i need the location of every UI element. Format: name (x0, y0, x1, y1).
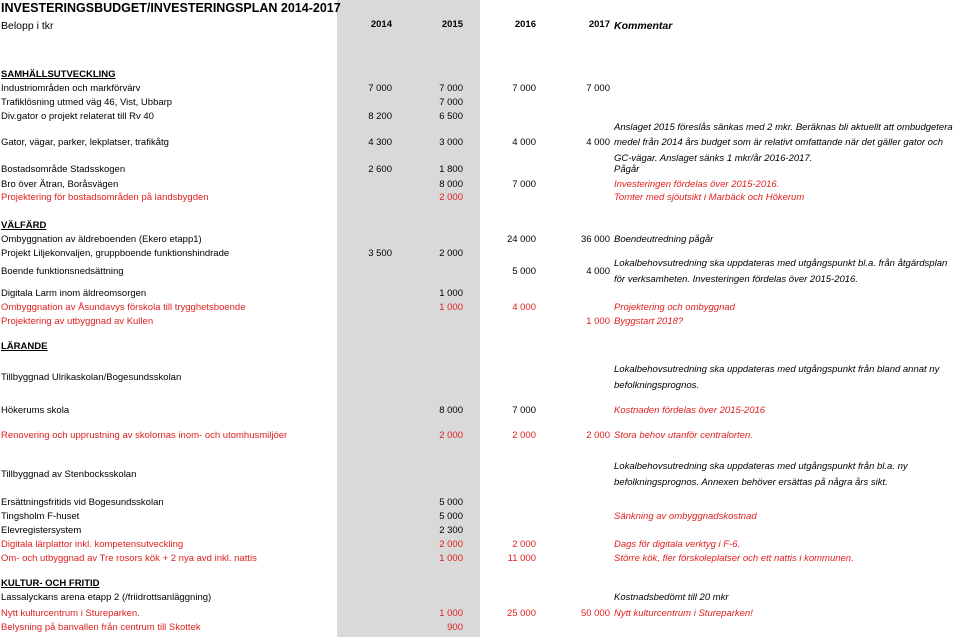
comment-line: Projektering och ombyggnad (614, 302, 735, 313)
column-header-2017: 2017 (588, 19, 610, 30)
row-label: Lassalyckans arena etapp 2 (/friidrottsanläggning) (1, 592, 212, 603)
comment-line: Byggstart 2018? (614, 316, 684, 327)
value-2015: 1 800 (439, 164, 463, 175)
value-2016: 4 000 (512, 137, 536, 148)
value-2015: 8 000 (439, 405, 463, 416)
column-header-2016: 2016 (514, 19, 536, 30)
value-2015: 2 000 (439, 430, 463, 441)
column-header-comment: Kommentar (614, 20, 673, 32)
value-2015: 2 000 (439, 248, 463, 259)
comment-line: befolkningsprognos. Annexen behöver ersättas på några års sikt. (614, 476, 888, 488)
value-2017: 4 000 (586, 266, 610, 277)
comment-line: Lokalbehovsutredning ska uppdateras med utgångspunkt från bl.a. ny (614, 461, 908, 473)
row-label: Industriområden och markförvärv (1, 83, 141, 94)
value-2017: 7 000 (586, 83, 610, 94)
value-2017: 2 000 (586, 430, 610, 441)
column-header-2015: 2015 (441, 19, 463, 30)
value-2015: 2 300 (439, 525, 463, 536)
value-2016: 7 000 (512, 179, 536, 190)
value-2016: 11 000 (507, 553, 536, 564)
value-2016: 25 000 (506, 608, 536, 619)
document-subtitle: Belopp i tkr (1, 20, 54, 32)
value-2014: 3 500 (368, 248, 392, 259)
comment-line: Pågår (614, 164, 640, 175)
comment-line: Dags för digitala verktyg i F-6. (614, 539, 741, 550)
value-2015: 5 000 (439, 511, 463, 522)
value-2015: 1 000 (439, 288, 463, 299)
row-label: Projekt Liljekonvaljen, gruppboende funktionshindrade (1, 248, 230, 259)
value-2014: 4 300 (368, 137, 392, 148)
row-label: Hökerums skola (1, 405, 70, 416)
row-label: Renovering och upprustning av skolornas inom- och utomhusmiljöer (1, 430, 288, 441)
value-2015: 1 000 (439, 302, 463, 313)
row-label: Tingsholm F-huset (1, 511, 80, 522)
comment-line: befolkningsprognos. (614, 379, 700, 391)
value-2015: 6 500 (439, 111, 463, 122)
value-2016: 5 000 (512, 266, 536, 277)
value-2015: 1 000 (439, 608, 463, 619)
row-label: Belysning på banvallen från centrum till Skottek (1, 622, 201, 633)
row-label: Om- och utbyggnad av Tre rosors kök + 2 nya avd inkl. nattis (1, 553, 257, 564)
value-2017: 36 000 (580, 234, 610, 245)
value-2015: 7 000 (439, 83, 463, 94)
row-label: Bostadsområde Stadsskogen (1, 164, 126, 175)
column-header-2014: 2014 (370, 19, 392, 30)
comment-line: medel från 2014 års budget som är relativt omfattande när det gäller gator och (614, 137, 943, 148)
comment-line: Nytt kulturcentrum i Stureparken! (614, 608, 753, 619)
section-title: KULTUR- OCH FRITID (1, 578, 100, 589)
row-label: Elevregistersystem (1, 525, 82, 536)
value-2015: 3 000 (439, 137, 463, 148)
row-label: Ombyggnation av Åsundavys förskola till trygghetsboende (1, 302, 246, 313)
row-label: Digitala Larm inom äldreomsorgen (1, 288, 147, 299)
value-2015: 5 000 (439, 497, 463, 508)
value-2016: 2 000 (512, 539, 536, 550)
value-2014: 8 200 (368, 111, 392, 122)
value-2017: 50 000 (580, 608, 610, 619)
row-label: Trafiklösning utmed väg 46, Vist, Ubbarp (1, 97, 173, 108)
value-2015: 900 (447, 622, 463, 633)
comment-line: GC-vägar. Anslaget sänks 1 mkr/år 2016-2017. (614, 152, 813, 164)
comment-line: Boendeutredning pågår (614, 234, 714, 245)
row-label: Ombyggnation av äldreboenden (Ekero etapp1) (1, 234, 202, 245)
comment-line: Stora behov utanför centralorten. (614, 430, 753, 441)
row-label: Bro över Ätran, Boråsvägen (1, 179, 119, 190)
comment-line: Sänkning av ombyggnadskostnad (614, 511, 757, 522)
document-title: INVESTERINGSBUDGET/INVESTERINGSPLAN 2014-2017 (1, 1, 341, 15)
row-label: Div.gator o projekt relaterat till Rv 40 (1, 111, 154, 122)
comment-line: för verksamheten. Investeringen fördelas över 2015-2016. (614, 273, 858, 285)
row-label: Nytt kulturcentrum i Stureparken. (1, 608, 140, 619)
value-2015: 1 000 (439, 553, 463, 564)
row-label: Projektering för bostadsområden på landsbygden (1, 192, 209, 203)
comment-line: Större kök, fler förskoleplatser och ett nattis i kommunen. (614, 553, 854, 564)
value-2016: 4 000 (512, 302, 536, 313)
row-label: Gator, vägar, parker, lekplatser, trafikåtg (1, 137, 169, 148)
value-2015: 2 000 (439, 192, 463, 203)
comment-line: Kostnadsbedömt till 20 mkr (614, 592, 729, 603)
comment-line: Anslaget 2015 föreslås sänkas med 2 mkr. Beräknas bli aktuellt att ombudgetera (614, 121, 953, 133)
section-title: VÄLFÄRD (1, 220, 47, 231)
value-2014: 7 000 (368, 83, 392, 94)
value-2015: 2 000 (439, 539, 463, 550)
row-label: Ersättningsfritids vid Bogesundsskolan (1, 497, 164, 508)
value-2014: 2 600 (368, 164, 392, 175)
value-2016: 7 000 (512, 83, 536, 94)
value-2017: 4 000 (586, 137, 610, 148)
value-2015: 8 000 (439, 179, 463, 190)
value-2016: 24 000 (506, 234, 536, 245)
value-2017: 1 000 (586, 316, 610, 327)
comment-line: Lokalbehovsutredning ska uppdateras med utgångspunkt bl.a. från åtgärdsplan (614, 258, 948, 270)
section-title: SAMHÄLLSUTVECKLING (1, 69, 116, 80)
row-label: Projektering av utbyggnad av Kullen (1, 316, 154, 327)
row-label: Boende funktionsnedsättning (1, 266, 124, 277)
row-label: Tillbyggnad av Stenbocksskolan (1, 469, 137, 480)
comment-line: Kostnaden fördelas över 2015-2016 (614, 405, 766, 416)
row-label: Tillbyggnad Ulrikaskolan/Bogesundsskolan (1, 372, 182, 383)
value-2016: 7 000 (512, 405, 536, 416)
comment-line: Investeringen fördelas över 2015-2016. (614, 179, 780, 190)
comment-line: Tomter med sjöutsikt i Marbäck och Hökerum (614, 192, 805, 203)
value-2015: 7 000 (439, 97, 463, 108)
comment-line: Lokalbehovsutredning ska uppdateras med utgångspunkt från bland annat ny (614, 364, 940, 376)
value-2016: 2 000 (512, 430, 536, 441)
section-title: LÄRANDE (1, 341, 48, 352)
row-label: Digitala lärplattor inkl. kompetensutveckling (1, 539, 184, 550)
